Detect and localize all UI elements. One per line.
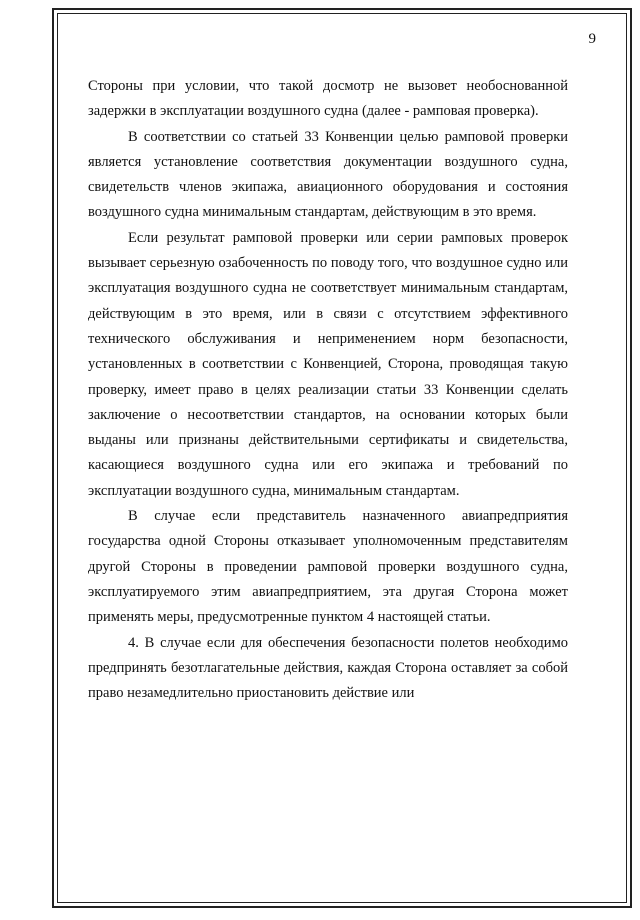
paragraph-4: В случае если представитель назначенного авиапредприятия государства одной Стороны отказывает уполномоченным представителям другой Стороны в проведении рамповой проверки воздушного судна, эксплуатируемого этим авиапредприятием, эта другая Сторона может применять меры, предусмотренные пунктом 4 настоящей статьи. — [88, 508, 568, 626]
document-body — [88, 74, 568, 706]
paragraph-5: 4. В случае если для обеспечения безопасности полетов необходимо предпринять безотлагательные действия, каждая Сторона оставляет за собой право незамедлительно приостановить действие или — [88, 634, 568, 702]
paragraph-1: Стороны при условии, что такой досмотр не вызовет необоснованной задержки в эксплуатации воздушного судна (далее - рамповая проверка). — [88, 78, 568, 120]
paragraph-2: В соответствии со статьей 33 Конвенции целью рамповой проверки является установление соответствия документации воздушного судна, свидетельств членов экипажа, авиационного оборудования и состояния воздушного судна минимальным стандартам, действующим в это время. — [88, 128, 568, 221]
paragraph-3: Если результат рамповой проверки или серии рамповых проверок вызывает серьезную озабоченность по поводу того, что воздушное судно или эксплуатация воздушного судна не соответствует минимальным стандартам, действующим в это время, или в связи с отсутствием эффективного технического обслуживания и неприменением норм безопасности, установленных в соответствии с Конвенцией, Сторона, проводящая такую проверку, имеет право в целях реализации статьи 33 Конвенции сделать заключение о несоответствии стандартов, на основании которых были выданы или признаны действительными сертификаты и свидетельства, касающиеся воздушного судна или его экипажа и требований по эксплуатации воздушного судна, минимальным стандартам. — [88, 229, 568, 499]
page-number: 9 — [588, 31, 596, 47]
